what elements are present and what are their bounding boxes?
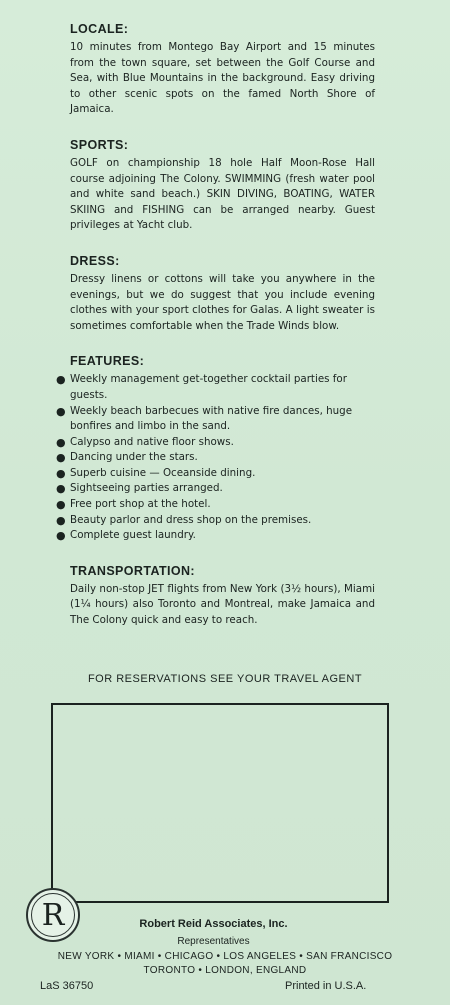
printed-in-notice: Printed in U.S.A. [285, 980, 367, 992]
list-item [56, 497, 375, 513]
transportation-section [70, 564, 375, 629]
bullet-icon: ● [56, 373, 66, 387]
features-list [56, 372, 375, 544]
bullet-icon: ● [56, 435, 66, 449]
dress-heading: DRESS: [70, 253, 120, 268]
brochure-content [56, 22, 375, 649]
features-section [56, 354, 375, 544]
bullet-icon: ● [56, 513, 66, 527]
bullet-icon: ● [56, 482, 66, 496]
dress-text: Dressy linens or cottons will take you anywhere in the evenings, but we do suggest that you include evening clothes with your sport clothes for Galas. A light sweater is sometimes comfortable when the Trade Winds blow. [70, 272, 375, 332]
list-item [56, 466, 375, 482]
features-heading: FEATURES: [70, 354, 145, 369]
list-item [56, 450, 375, 466]
bullet-icon: ● [56, 498, 66, 512]
company-name: Robert Reid Associates, Inc. [139, 918, 288, 930]
list-item [56, 372, 375, 403]
print-code: LaS 36750 [40, 980, 94, 992]
feature-text: Weekly beach barbecues with native fire dances, huge bonfires and limbo in the sand. [70, 404, 353, 433]
list-item [56, 435, 375, 451]
feature-text: Superb cuisine — Oceanside dining. [70, 466, 256, 479]
locale-heading: LOCALE: [70, 22, 129, 36]
locale-section [70, 22, 375, 118]
locale-text: 10 minutes from Montego Bay Airport and 15 minutes from the town square, set between the Golf Course and Sea, with Blue Mountains in the background. Easy driving to other scenic spots on the famed North Shore of Jamaica. [70, 41, 375, 116]
feature-text: Complete guest laundry. [70, 529, 196, 542]
cities-line-2: TORONTO • LONDON, ENGLAND [143, 965, 307, 976]
sports-heading: SPORTS: [70, 137, 129, 152]
feature-text: Sightseeing parties arranged. [70, 482, 223, 495]
feature-text: Dancing under the stars. [70, 451, 198, 464]
travel-agent-stamp-box [51, 703, 389, 903]
dress-section [70, 254, 375, 334]
bullet-icon: ● [56, 451, 66, 465]
office-cities [0, 950, 450, 978]
sports-text: GOLF on championship 18 hole Half Moon-Rose Hall course adjoining The Colony. SWIMMING (fresh water pool and white sand beach.) SKIN DIVING, BOATING, WATER SKIING and FISHING can be arranged nearby. Guest privileges at Yacht club. [70, 156, 375, 232]
feature-text: Free port shop at the hotel. [70, 498, 211, 511]
list-item [56, 528, 375, 544]
feature-text: Beauty parlor and dress shop on the premises. [70, 513, 312, 526]
feature-text: Calypso and native floor shows. [70, 435, 234, 448]
list-item [56, 513, 375, 529]
feature-text: Weekly management get-together cocktail parties for guests. [70, 373, 347, 401]
list-item [56, 404, 375, 435]
representatives-label: Representatives [177, 936, 250, 947]
transportation-heading: TRANSPORTATION: [70, 563, 195, 578]
transportation-text: Daily non-stop JET flights from New York (3½ hours), Miami (1¼ hours) also Toronto and Montreal, make Jamaica and The Colony quick and easy to reach. [70, 582, 375, 627]
sports-section [70, 138, 375, 234]
list-item [56, 481, 375, 497]
bullet-icon: ● [56, 529, 66, 543]
bullet-icon: ● [56, 466, 66, 480]
bullet-icon: ● [56, 404, 66, 418]
cities-line-1: NEW YORK • MIAMI • CHICAGO • LOS ANGELES • SAN FRANCISCO [57, 951, 393, 962]
robert-reid-logo-icon: R [26, 888, 80, 942]
reservations-notice: FOR RESERVATIONS SEE YOUR TRAVEL AGENT [87, 673, 363, 685]
